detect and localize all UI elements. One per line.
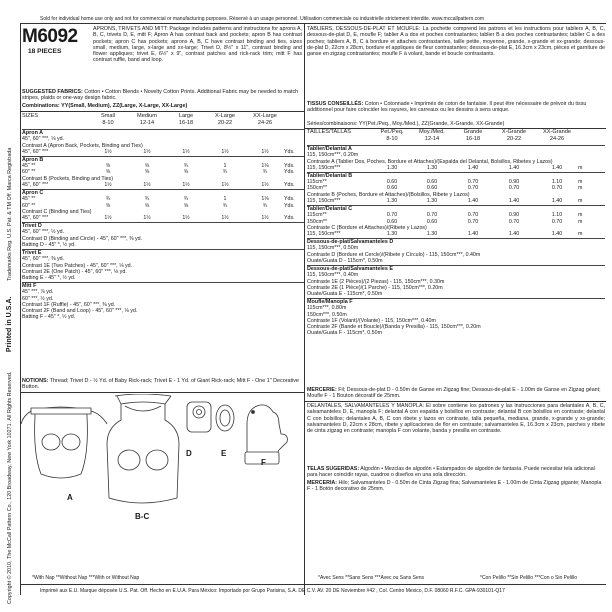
fr-row-label: Contraste A (Tablier Dos, Poches, Bordure et Attaches)/(Espalda del Delantal, Bolsillos, Ribetes y Lazos) — [307, 158, 553, 165]
fr-table-row — [307, 330, 605, 336]
trivet-d-drawing — [187, 402, 211, 432]
en-row-label: Contrast 2F (Band and Loop) - 45", 60" ***, ⅛ yd. — [22, 308, 138, 315]
fr-row-value: 1.30 — [426, 197, 438, 204]
fr-row-label: 115, 150cm***, 0.50m — [307, 245, 359, 252]
fr-row-value: 1.30 — [386, 164, 398, 171]
en-row-value: 1½ — [143, 148, 151, 155]
view-label-f: F — [261, 458, 266, 467]
en-group-title: Apron B — [22, 156, 44, 163]
fr-group-title: Dessous-de-plat/Salvamanteles D — [307, 239, 394, 246]
en-row-value: ¾ — [144, 196, 150, 203]
en-group-title: Trivet E — [22, 250, 42, 257]
fr-row-label: 115cm** — [307, 179, 327, 186]
top-notice: Sold for individual home use only and not for commercial or manufacturing purposes. Réservé à un usage personnel. Utilisation commerciale ou industrielle strictement interdite. www.mccallpattern.com — [40, 16, 485, 22]
fr-row-value: 1.30 — [426, 164, 438, 171]
fr-row-label: 115cm** — [307, 212, 327, 219]
es-description: DELANTALES, SALVAMANTELES Y MANOPLA: El sobre contiene los patrones y las instrucciones para delantales A, B, C, salvamanteles D, E, manopla F; delantal A con espalda y bolsillos en contraste; delantal B con bolsillos en contraste; delantal C con bolsillos; delantales A, B, C con ribete y lazos en contraste, talla pequeña, mediana, grande, x-grande y xx-grande; salvamanteles D, 22cm x 28cm, ribete y aplicaciones de flor en contraste; salvamanteles E, 16.3cm x 23cm, parches y ribete de cinta zigzag en contraste; manopla F con volante, banda y presilla en contraste. — [307, 403, 605, 434]
en-row-label: Contrast D (Binding and Circle) - 45", 60" ***, ⅜ yd. — [22, 235, 143, 242]
fr-row-label: Contraste D (Bordure et Cercle)/(Ribete y Círculo) - 115, 150cm***, 0.40m — [307, 251, 481, 258]
fr-row-label: 150cm** — [307, 218, 328, 225]
en-table-row — [22, 314, 304, 320]
en-row-value: 1 — [223, 196, 227, 203]
view-label-e: E — [221, 449, 227, 458]
en-row-value: 1⅛ — [261, 163, 269, 170]
es-merceria: MERCERIA: Hilo; Salvamanteles D - 0.50m de Cinta Zigzag fina; Salvamanteles E - 1.00m de Cinta Zigzag gigante; Manopla F - 1 Botón decorativo de 25mm. — [307, 480, 602, 493]
en-row-label: Contrast 1E (Two Patches) - 45", 60" ***, ⅛ yd. — [22, 262, 133, 269]
fr-row-value: 0.60 — [426, 218, 438, 225]
en-row-label: 45" ** — [22, 163, 36, 170]
en-row-label: 60" ** — [22, 169, 36, 176]
fr-row-value: 0.70 — [386, 212, 398, 219]
top-rule — [20, 23, 606, 24]
apron-a-drawing — [21, 407, 107, 478]
en-fabrics: SUGGESTED FABRICS: Cotton • Cotton Blends • Novelty Cotton Prints. Additional Fabric may be needed to match stripes, plaids or one-way design fabric. — [22, 89, 299, 102]
fr-row-value: 1.40 — [551, 197, 563, 204]
en-row-label: Batting F - 45" *, ½ yd. — [22, 314, 76, 321]
fr-footnote-right: *Con Pelillo **Sin Pelillo ***Con o Sin Pelillo — [480, 575, 577, 581]
bottom-rule — [20, 584, 606, 585]
en-row-unit: Yds. — [284, 169, 295, 176]
en-combinations: Combinations: YY(Small, Medium), ZZ(Large, X-Large, XX-Large) — [22, 103, 188, 109]
en-row-label: 45" ***, ⅞ yd. — [22, 289, 54, 296]
fr-row-label: Contraste C (Bordure et Attaches)/(Ribete y Lazos) — [307, 224, 427, 231]
en-row-label: 45" ** — [22, 196, 36, 203]
fr-row-value: 1.40 — [467, 230, 479, 237]
en-size-header: SIZES Small Medium Large X-Large XX-Large 8-10 12-14 16-18 20-22 24-26 — [22, 113, 277, 126]
en-row-value: 1½ — [261, 148, 269, 155]
apron-bc-drawing — [107, 394, 179, 503]
en-row-label: 60" ** — [22, 202, 36, 209]
fr-group-title: Dessous-de-plat/Salvamanteles E — [307, 266, 393, 273]
en-row-label: 45", 60" *** — [22, 214, 49, 221]
en-table-row — [22, 182, 304, 188]
fr-row-unit: m — [578, 185, 583, 192]
en-row-label: Contrast 2E (One Patch) - 45", 60" ***, ⅛ yd. — [22, 268, 127, 275]
fr-row-unit: m — [578, 164, 583, 171]
en-yardage-table — [22, 128, 304, 320]
fr-row-unit: m — [578, 197, 583, 204]
en-row-value: ¾ — [222, 169, 228, 176]
en-row-value: 1½ — [261, 181, 269, 188]
en-row-label: 45", 60" ***, ½ yd. — [22, 229, 65, 236]
fr-row-value: 0.60 — [386, 218, 398, 225]
en-row-value: 1½ — [261, 214, 269, 221]
fr-row-value: 0.70 — [467, 218, 479, 225]
fr-group-title: Tablier/Delantal A — [307, 146, 352, 152]
fr-row-unit: m — [578, 218, 583, 225]
en-row-label: 60" ***, ½ yd. — [22, 295, 54, 302]
fr-group-title: Tablier/Delantal C — [307, 206, 353, 213]
fr-row-value: 0.60 — [386, 179, 398, 186]
en-rule — [21, 111, 304, 112]
en-row-value: 1½ — [221, 214, 229, 221]
en-row-label: Contrast C (Binding and Ties) — [22, 208, 92, 215]
fr-table-row — [307, 165, 605, 171]
fr-row-value: 0.70 — [508, 218, 520, 225]
fr-footnote-left: *Avec Sens **Sans Sens ***Avec ou Sans Sens — [318, 575, 424, 581]
en-row-value: ⅝ — [105, 169, 111, 176]
en-group-title: Apron A — [22, 130, 44, 136]
fr-row-value: 1.40 — [508, 230, 520, 237]
fr-group-title: Tablier/Delantal B — [307, 172, 353, 179]
fr-row-value: 0.90 — [508, 179, 520, 186]
fr-row-label: Ouate/Guata D - 115cm*, 0.50m — [307, 257, 383, 264]
fr-row-value: 1.30 — [386, 197, 398, 204]
fr-row-value: 1.40 — [508, 197, 520, 204]
fr-row-label: Contraste 1E (2 Pièces)/(2 Piezas) - 115, 150cm***, 0.30m — [307, 278, 445, 285]
fr-row-label: 115, 150cm*** — [307, 197, 341, 204]
en-row-value: ⅝ — [183, 202, 189, 209]
en-row-value: 1½ — [182, 181, 190, 188]
fr-row-unit: m — [578, 230, 583, 237]
mitt-f-drawing — [245, 405, 287, 464]
en-row-label: 45", 60" ***, ⅛ yd. — [22, 136, 65, 143]
fr-table-row — [307, 258, 605, 264]
fr-row-value: 0.70 — [467, 185, 479, 192]
fr-row-value: 0.70 — [508, 185, 520, 192]
en-row-unit: Yds. — [284, 148, 295, 155]
en-row-unit: Yds. — [284, 202, 295, 209]
en-row-value: ⅝ — [105, 202, 111, 209]
en-row-value: ¾ — [183, 163, 189, 170]
fr-row-label: 150cm***, 0.50m — [307, 311, 347, 318]
en-row-value: 1½ — [182, 214, 190, 221]
fr-combinations: Séries/combinaisons: YY(Pet./Peq., Moy./Med.), ZZ(Grande, X-Grande, XX-Grande) — [307, 121, 505, 127]
fr-row-label: 115, 150cm*** — [307, 230, 341, 237]
fr-row-value: 0.60 — [386, 185, 398, 192]
en-row-value: 1½ — [143, 181, 151, 188]
fr-group-title: Moufle/Manopla F — [307, 299, 353, 306]
en-row-label: Batting D - 45" *, ½ yd. — [22, 241, 76, 248]
es-fabrics: TELAS SUGERIDAS: Algodón • Mezclas de algodón • Estampados de algodón de fantasía. Puede necesitar tela adicional para hacer coincidir rayas, cuadros o diseños en una sola dirección. — [307, 466, 595, 479]
en-row-value: 1½ — [221, 148, 229, 155]
en-row-value: ¾ — [262, 169, 268, 176]
fr-row-value: 1.40 — [467, 164, 479, 171]
en-row-unit: Yds. — [284, 163, 295, 170]
side-copyright: Copyright © 2010, The McCall Pattern Co., 120 Broadway, New York 10271. All Rights Reserved. Printed in U.S.A. Trademarks Reg. U.S. Pat. & TM Off. Marca Registrada — [6, 147, 13, 604]
en-row-label: 45", 60" ***, ⅜ yd. — [22, 256, 65, 263]
fr-row-value: 1.10 — [551, 212, 563, 219]
fr-yardage-table — [307, 144, 605, 336]
en-description: APRONS, TRIVETS AND MITT: Package includes patterns and instructions for aprons A, B, C, trivets D, E, mitt F; Apron A has contrast back and pockets; apron B has contrast pockets; apron C has pockets; aprons A, B, C have contrast binding and ties, sizes small, medium, large, x-large and xx-large; Trivet D, 8½" x 11", contrast binding and flower appliques; trivet E, 6½" x 9", contrast patches and rick-rack trim; mitt F has contrast ruffle, band and loop. — [93, 26, 302, 64]
en-row-value: 1⅛ — [261, 196, 269, 203]
en-table-row — [22, 149, 304, 155]
en-rule-2 — [21, 392, 304, 393]
en-row-unit: Yds. — [284, 181, 295, 188]
bottom-line: Imprimé aux E.U. Marque déposée U.S. Pat. Off. Hecho en E.U.A. Para México: Importado por Grupo Parisina, S.A. DE C.V. AV. 20 DE Noviembre #42 , Col. Centro Mexico, D.F. 08060 R.F.C. GPA-930101-Q17 — [40, 588, 505, 594]
views-illustration — [21, 394, 305, 564]
en-row-value: ¾ — [183, 196, 189, 203]
fr-row-value: 1.30 — [426, 230, 438, 237]
fr-row-label: Ouate/Guata F - 115cm*, 0.50m — [307, 330, 382, 337]
fr-row-label: Ouate/Guata E - 115cm*, 0.50m — [307, 290, 383, 297]
fr-row-unit: m — [578, 212, 583, 219]
en-notions: NOTIONS: Thread; Trivet D - ½ Yd. of Baby Rick-rack; Trivet E - 1 Yd. of Giant Rick-rack; Mitt F - One 1" Decorative Button. — [22, 378, 299, 391]
fr-row-value: 0.90 — [508, 212, 520, 219]
trivet-e-drawing — [216, 405, 234, 431]
fr-row-value: 0.70 — [467, 212, 479, 219]
pattern-pieces: 18 PIECES — [28, 48, 62, 55]
fr-row-label: Contraste 1F (Volant)/(Volante) - 115, 150cm***, 0.40m — [307, 317, 436, 324]
fr-mercerie: MERCERIE: Fil; Dessous-de-plat D - 0.50m de Ganse en Zigzag fine; Dessous-de-plat E - 1.00m de Ganse en Zigzag géant; Moufle F - 1 Bouton décoratif de 25mm. — [307, 387, 601, 400]
fr-row-label: 115, 150cm***, 0.20m — [307, 152, 359, 159]
pattern-number: M6092 — [22, 26, 78, 47]
fr-table-row — [307, 291, 605, 297]
en-row-value: ⅝ — [144, 163, 150, 170]
en-table-row — [22, 275, 304, 281]
en-footnote: *With Nap **Without Nap ***With or Without Nap — [32, 575, 140, 581]
fr-row-label: Contraste 2E (1 Pièce)/(1 Parche) - 115, 150cm***, 0.20m — [307, 284, 443, 291]
fr-rule-2 — [305, 401, 606, 402]
en-row-value: ⅝ — [105, 163, 111, 170]
fr-row-value: 1.40 — [551, 164, 563, 171]
en-row-value: ⅝ — [183, 169, 189, 176]
fr-row-value: 0.70 — [551, 185, 563, 192]
fr-row-unit: m — [578, 179, 583, 186]
en-row-value: 1½ — [182, 148, 190, 155]
fr-row-value: 0.70 — [426, 212, 438, 219]
view-label-bc: B-C — [135, 512, 150, 521]
en-row-value: 1½ — [104, 148, 112, 155]
en-group-title: Mitt F — [22, 283, 37, 290]
en-row-label: Contrast B (Pockets, Binding and Ties) — [22, 175, 113, 182]
fr-row-value: 1.40 — [551, 230, 563, 237]
fr-size-header: TAILLES/TALLAS Pet./Peq. Moy./Med. Grande X-Grande XX-Grande 8-10 12-14 16-18 20-22 24-26 — [307, 129, 571, 142]
en-table-row — [22, 215, 304, 221]
en-row-value: 1½ — [221, 181, 229, 188]
en-row-label: Contrast A (Apron Back, Pockets, Binding and Ties) — [22, 142, 143, 149]
fr-fabrics: TISSUS CONSEILLÉS: Coton • Cotonnade • Imprimés de coton de fantaisie. Il peut être nécessaire de prévoir du tissu additionnel pour faire coïncider les rayures, les carreaux ou les dessins à sens unique. — [307, 101, 587, 114]
view-label-d: D — [186, 449, 192, 458]
en-row-unit: Yds. — [284, 214, 295, 221]
en-row-value: ¾ — [105, 196, 111, 203]
fr-row-value: 1.10 — [551, 179, 563, 186]
fr-row-value: 1.40 — [508, 164, 520, 171]
en-row-label: Contrast 1F (Ruffle) - 45", 60" ***, ⅜ yd. — [22, 301, 116, 308]
fr-row-label: 150cm** — [307, 185, 328, 192]
en-row-label: 45", 60" *** — [22, 148, 49, 155]
fr-row-label: 115, 150cm*** — [307, 164, 341, 171]
en-row-value: 1½ — [143, 214, 151, 221]
fr-row-label: 115cm***, 0.80m — [307, 305, 347, 312]
en-row-label: 45", 60" *** — [22, 181, 49, 188]
fr-table-row — [307, 198, 605, 204]
en-row-value: 1½ — [104, 214, 112, 221]
fr-table-row — [307, 231, 605, 237]
en-row-value: 1 — [223, 163, 227, 170]
en-row-unit: Yds. — [284, 196, 295, 203]
fr-row-value: 0.70 — [467, 179, 479, 186]
en-row-value: ⅝ — [144, 202, 150, 209]
en-group-title: Apron C — [22, 190, 44, 197]
en-table-row — [22, 242, 304, 248]
fr-row-value: 0.60 — [426, 179, 438, 186]
en-row-value: ¾ — [222, 202, 228, 209]
en-group-title: Trivet D — [22, 223, 42, 230]
en-row-value: ¾ — [262, 202, 268, 209]
fr-row-value: 1.30 — [386, 230, 398, 237]
en-row-value: 1½ — [104, 181, 112, 188]
fr-row-value: 0.70 — [551, 218, 563, 225]
view-label-a: A — [67, 493, 73, 502]
fr-row-value: 0.60 — [426, 185, 438, 192]
fr-row-label: 115, 150cm***, 0.40m — [307, 272, 359, 279]
fr-row-label: Contraste B (Poches, Bordure et Attaches)/(Bolsillos, Ribete y Lazos) — [307, 191, 470, 198]
en-row-label: Batting E - 45" *, ½ yd. — [22, 274, 76, 281]
fr-row-label: Contraste 2F (Bande et Boucle)/(Banda y Presilla) - 115, 150cm***, 0.20m — [307, 324, 481, 331]
en-row-value: ⅝ — [144, 169, 150, 176]
fr-description: TABLIERS, DESSOUS-DE-PLAT ET MOUFLE: La pochette comprend les patrons et les instructions pour tabliers A, B, C, dessous-de-plat D, E, moufle F; tablier A a dos et poches contrastantes; tablier B a des poches contrastantes; tablier C a des poches; tabliers A, B, C à bordure et attaches contrastantes, taille petite, moyenne, grande, x-grande et xx-grande; dessous-de-plat D, 22cm x 28cm, bordure et appliques de fleur contrastantes; dessous-de-plat E, 16.3cm x 23cm, pièces et garniture de ganse en zigzag contrastantes; moufle F à volant, bande et boucle contrastants. — [307, 26, 605, 57]
fr-row-value: 1.40 — [467, 197, 479, 204]
